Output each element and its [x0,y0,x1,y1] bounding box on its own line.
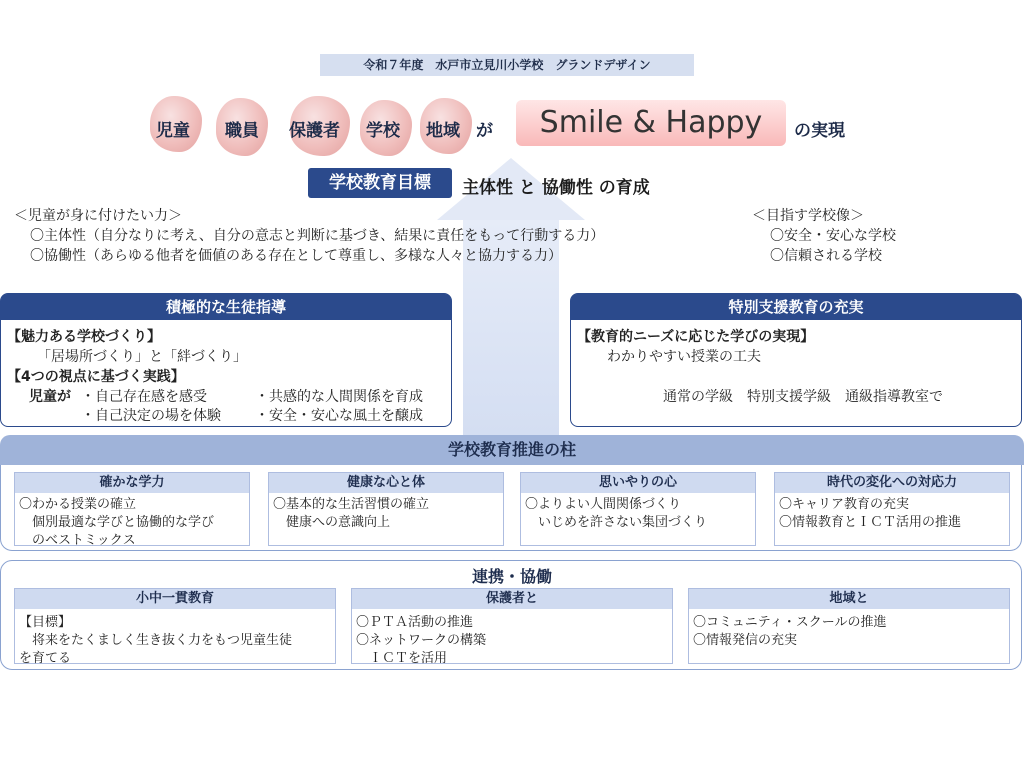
guidance-point: ・自己存在感を感受 [81,389,207,405]
school-image-heading: ＜目指す学校像＞ [752,208,864,224]
cooperation-line: 〇ＰＴＡ活動の推進 [356,615,474,630]
cooperation-line: 〇情報発信の充実 [693,633,798,648]
stakeholder-label: 児童 [156,121,190,141]
pillar-line: 個別最適な学びと協働的な学び [19,515,215,530]
pillar-box [268,472,504,546]
cooperation-box [688,588,1010,664]
stakeholder-label: 学校 [366,121,400,141]
stakeholder-label: 職員 [225,121,259,141]
cooperation-item-title: 地域と [689,589,1009,609]
special-line: 通常の学級 特別支援学級 通級指導教室で [663,389,943,405]
cooperation-box [14,588,336,664]
guidance-heading: 【4つの視点に基づく実践】 [7,369,185,385]
guidance-panel [0,293,452,427]
school-goal-text: 主体性 と 協働性 の育成 [462,178,650,198]
cooperation-box [351,588,673,664]
guidance-line: 「居場所づくり」と「絆づくり」 [37,349,247,365]
particle-ga: が [476,121,493,141]
pillar-title: 健康な心と体 [269,473,503,493]
cooperation-line: 【目標】 [19,615,72,630]
title-banner: 令和７年度 水戸市立見川小学校 グランドデザイン [320,54,694,76]
pillars-title: 学校教育推進の柱 [0,435,1024,465]
pillar-line: のベストミックス [19,533,136,548]
school-goal-label: 学校教育目標 [308,168,452,198]
special-line: わかりやすい授業の工夫 [607,349,761,365]
guidance-point: ・安全・安心な風土を醸成 [255,408,423,424]
realization-text: の実現 [794,121,845,141]
pillar-title: 時代の変化への対応力 [775,473,1009,493]
pillar-line: 〇よりよい人間関係づくり [525,497,682,512]
smile-happy-badge: Smile & Happy [516,100,786,146]
cooperation-title: 連携・協働 [471,567,552,586]
cooperation-line: 〇ネットワークの構築 [356,633,487,648]
stakeholder-label: 地域 [426,121,460,141]
guidance-heading: 【魅力ある学校づくり】 [7,329,161,345]
pillar-title: 思いやりの心 [521,473,755,493]
pillar-line: 健康への意識向上 [273,515,391,530]
cooperation-item-title: 保護者と [352,589,672,609]
ability-line: 〇主体性（自分なりに考え、自分の意志と判断に基づき、結果に責任をもって行動する力） [30,228,605,244]
pillar-box [774,472,1010,546]
pillar-line: いじめを許さない集団づくり [525,515,708,530]
school-image-item: 〇安全・安心な学校 [770,228,896,244]
abilities-heading: ＜児童が身に付けたい力＞ [14,208,182,224]
pillar-line: 〇わかる授業の確立 [19,497,137,512]
pillar-line: 〇基本的な生活習慣の確立 [273,497,430,512]
cooperation-item-title: 小中一貫教育 [15,589,335,609]
guidance-point: ・自己決定の場を体験 [81,408,221,424]
cooperation-line: を育てる [19,651,72,666]
stakeholder-label: 保護者 [289,121,340,141]
special-support-panel [570,293,1022,427]
cooperation-line: 〇コミュニティ・スクールの推進 [693,615,887,630]
special-support-title: 特別支援教育の充実 [571,294,1021,320]
cooperation-line: ＩＣＴを活用 [356,651,448,666]
school-image-item: 〇信頼される学校 [770,248,882,264]
pillar-line: 〇情報教育とＩＣＴ活用の推進 [779,515,962,530]
pillar-title: 確かな学力 [15,473,249,493]
cooperation-line: 将来をたくましく生き抜く力をもつ児童生徒 [19,633,293,648]
pillar-box [14,472,250,546]
pillar-line: 〇キャリア教育の充実 [779,497,910,512]
guidance-point: ・共感的な人間関係を育成 [255,389,423,405]
guidance-title: 積極的な生徒指導 [1,294,451,320]
pillar-box [520,472,756,546]
ability-line: 〇協働性（あらゆる他者を価値のある存在として尊重し、多様な人々と協力する力） [30,248,562,264]
special-heading: 【教育的ニーズに応じた学びの実現】 [577,329,815,345]
guidance-lead: 児童が [29,389,71,405]
